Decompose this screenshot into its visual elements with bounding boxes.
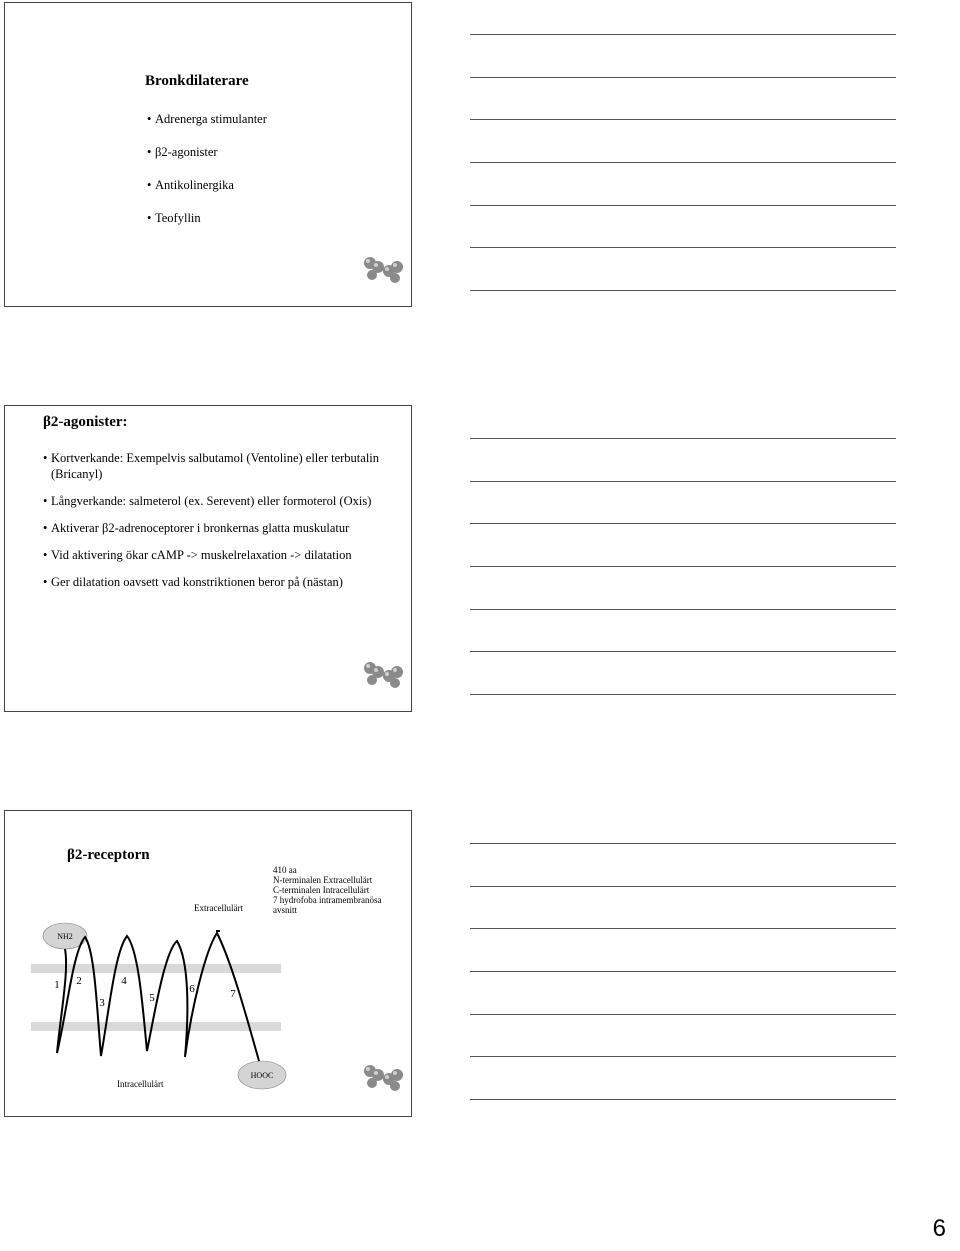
bullet-item: • Adrenerga stimulanter <box>147 111 267 127</box>
note-line <box>470 1099 896 1100</box>
note-line <box>470 886 896 887</box>
receptor-chain <box>57 933 259 1061</box>
helix-number: 5 <box>149 992 155 1004</box>
helix-number: 6 <box>189 983 195 995</box>
page-number: 6 <box>932 1215 946 1242</box>
molecule-logo-icon <box>361 1063 407 1093</box>
note-line <box>470 843 896 844</box>
molecule-logo-icon <box>361 660 407 690</box>
note-line <box>470 566 896 567</box>
nh2-label: NH2 <box>57 932 73 941</box>
info-line: avsnitt <box>273 905 297 915</box>
bullet-item: • β2-agonister <box>147 144 267 160</box>
helix-number: 1 <box>54 979 60 991</box>
note-line <box>470 971 896 972</box>
note-line <box>470 77 896 78</box>
info-line: 410 aa <box>273 865 297 875</box>
info-line: N-terminalen Extracellulärt <box>273 875 373 885</box>
note-line <box>470 119 896 120</box>
note-line <box>470 651 896 652</box>
receptor-diagram <box>5 811 411 1116</box>
note-line <box>470 290 896 291</box>
intracellular-label: Intracellulärt <box>117 1079 164 1089</box>
note-line <box>470 34 896 35</box>
bullet-list <box>43 450 383 601</box>
note-line <box>470 247 896 248</box>
note-line <box>470 205 896 206</box>
helix-number: 4 <box>121 975 127 987</box>
bullet-item: • Teofyllin <box>147 210 267 226</box>
info-line: 7 hydrofoba intramembranösa <box>273 895 382 905</box>
note-line <box>470 481 896 482</box>
note-line <box>470 694 896 695</box>
note-line <box>470 523 896 524</box>
slide-title: β2-receptorn <box>67 847 150 863</box>
membrane-upper-band <box>31 964 281 973</box>
slide-title: Bronkdilaterare <box>145 73 249 89</box>
bullet-item: • Långverkande: salmeterol (ex. Serevent) eller formoterol (Oxis) <box>43 493 383 509</box>
bullet-item: • Antikolinergika <box>147 177 267 193</box>
note-line <box>470 1056 896 1057</box>
helix-number: 2 <box>76 975 82 987</box>
slide-2 <box>4 405 412 712</box>
bullet-item: • Ger dilatation oavsett vad konstriktionen beror på (nästan) <box>43 574 383 590</box>
note-line <box>470 609 896 610</box>
extracellular-label: Extracellulärt <box>194 903 243 913</box>
info-line: C-terminalen Intracellulärt <box>273 885 370 895</box>
bullet-item: • Aktiverar β2-adrenoceptorer i bronkernas glatta muskulatur <box>43 520 383 536</box>
note-line <box>470 438 896 439</box>
slide-3 <box>4 810 412 1117</box>
membrane-lower-band <box>31 1022 281 1031</box>
bullet-item: • Vid aktivering ökar cAMP -> muskelrelaxation -> dilatation <box>43 547 383 563</box>
helix-number: 3 <box>99 997 105 1009</box>
molecule-logo-icon <box>361 255 407 285</box>
bullet-item: • Kortverkande: Exempelvis salbutamol (Ventoline) eller terbutalin (Bricanyl) <box>43 450 383 482</box>
note-line <box>470 1014 896 1015</box>
hooc-label: HOOC <box>250 1071 274 1080</box>
bullet-list <box>147 111 267 243</box>
note-line <box>470 928 896 929</box>
note-line <box>470 162 896 163</box>
helix-number: 7 <box>230 988 236 1000</box>
slide-title: β2-agonister: <box>43 414 128 430</box>
slide-1 <box>4 2 412 307</box>
